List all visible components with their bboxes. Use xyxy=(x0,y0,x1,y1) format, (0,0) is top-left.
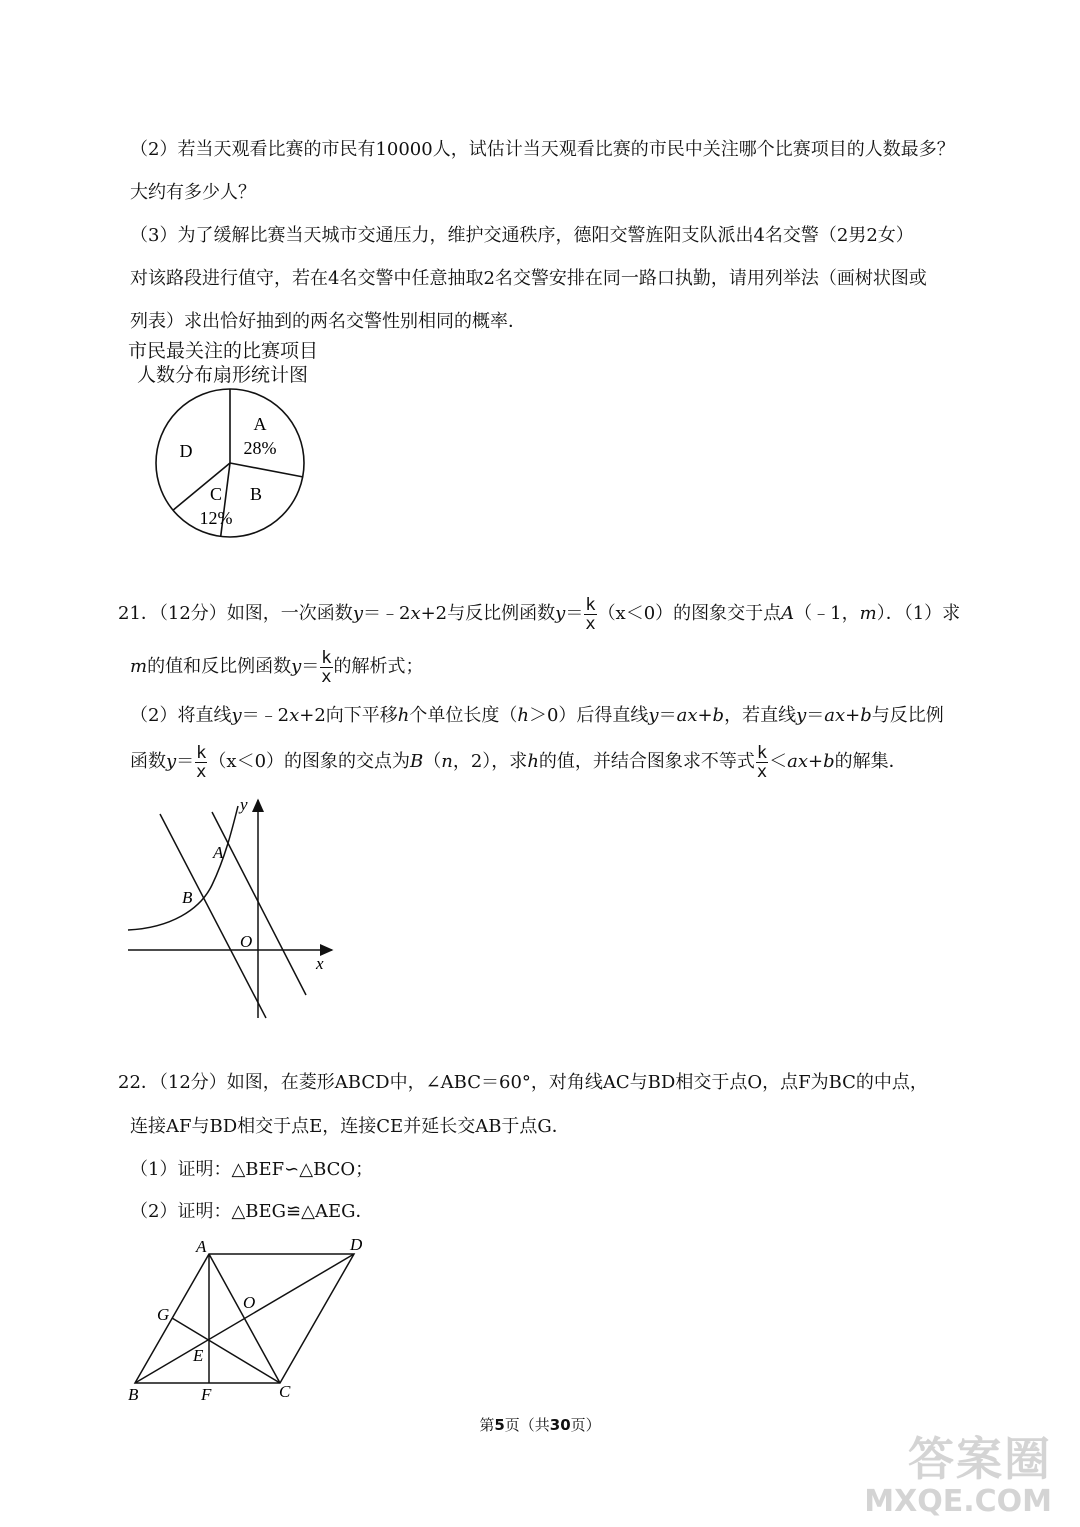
q21-line2: m的值和反比例函数y＝ $\frac{k}{x}$ 的解析式； xyxy=(130,647,424,687)
fraction-k-over-x: $\frac{k}{x}$ xyxy=(756,742,768,782)
label-a: A xyxy=(213,843,224,862)
chart-title-line2: 人数分布扇形统计图 xyxy=(137,364,309,386)
point-o: O xyxy=(243,1293,256,1312)
fraction-k-over-x: $\frac{k}{x}$ xyxy=(321,647,332,687)
fraction-k-over-x: $\frac{k}{x}$ xyxy=(585,594,596,634)
total-pages: 30 xyxy=(549,1416,571,1434)
segment-cg xyxy=(172,1318,280,1383)
fraction-k-over-x: $\frac{k}{x}$ xyxy=(196,742,207,782)
point-f: F xyxy=(201,1385,212,1404)
watermark xyxy=(864,1433,1052,1519)
q20-part3-line3: 列表）求出恰好抽到的两名交警性别相同的概率． xyxy=(130,311,526,332)
q22-line4: （2）证明：△BEG≌△AEG． xyxy=(130,1201,374,1222)
q20-part2-line1: （2）若当天观看比赛的市民有10000人，试估计当天观看比赛的市民中关注哪个比赛项目的人数最多？ xyxy=(130,139,955,160)
slice-c-percent: 12% xyxy=(199,508,233,528)
hyperbola-curve xyxy=(128,806,238,930)
point-a: A xyxy=(196,1237,207,1256)
label-b: B xyxy=(182,888,193,907)
q20-part3-line2: 对该路段进行值守，若在4名交警中任意抽取2名交警安排在同一路口执勤，请用列举法（画树状图或 xyxy=(130,268,927,289)
point-g: G xyxy=(157,1305,170,1324)
page-footer: 第5页（共30页） xyxy=(479,1416,601,1434)
slice-a-label: A xyxy=(253,414,267,434)
point-e: E xyxy=(193,1346,204,1365)
pie-divider-1 xyxy=(230,463,303,477)
q20-part2-line2: 大约有多少人？ xyxy=(130,182,256,203)
slice-b-label: B xyxy=(249,484,263,504)
chart-title-line1: 市民最关注的比赛项目 xyxy=(128,340,319,362)
point-d: D xyxy=(350,1235,363,1254)
watermark-logo: 答案圈 xyxy=(908,1432,1052,1486)
q22-rhombus-figure xyxy=(120,1230,380,1405)
q21-line4: 函数y＝ $\frac{k}{x}$ （x＜0）的图象的交点为B（n，2），求h的值，并结合图象求不等式 $\frac{k}{x}$ ＜ax+b的解集． xyxy=(130,742,907,782)
q20-part3-line1: （3）为了缓解比赛当天城市交通压力，维护交通秩序，德阳交警旌阳支队派出4名交警（2男2女） xyxy=(130,225,914,246)
page-number: 5 xyxy=(494,1416,505,1434)
line-y-eq-minus2x-plus2 xyxy=(212,812,306,995)
slice-c-label: C xyxy=(209,484,223,504)
point-b: B xyxy=(128,1385,139,1404)
watermark-url: MXQE.COM xyxy=(864,1484,1052,1519)
label-o: O xyxy=(240,932,253,951)
pie-chart xyxy=(150,384,310,542)
q21-graph xyxy=(120,790,350,1025)
q22-line2: 连接AF与BD相交于点E，连接CE并延长交AB于点G． xyxy=(130,1116,570,1137)
q22-line1: 22．（12分）如图，在菱形ABCD中，∠ABC＝60°，对角线AC与BD相交于点O，点F为BC的中点， xyxy=(118,1072,928,1093)
q22-line3: （1）证明：△BEF∽△BCO； xyxy=(130,1159,374,1180)
label-y: y xyxy=(240,795,248,814)
q21-line3: （2）将直线y＝﹣2x+2向下平移h个单位长度（h＞0）后得直线y＝ax+b，若直线y＝ax+b与反比例 xyxy=(130,705,944,726)
q21-line1: 21．（12分）如图，一次函数y＝﹣2x+2与反比例函数y＝ $\frac{k}{x}$ （x＜0）的图象交于点A（﹣1，m）．（1）求 xyxy=(118,594,961,634)
slice-a-percent: 28% xyxy=(243,438,277,458)
point-c: C xyxy=(279,1382,291,1401)
label-x: x xyxy=(316,954,324,973)
slice-d-label: D xyxy=(179,441,193,461)
